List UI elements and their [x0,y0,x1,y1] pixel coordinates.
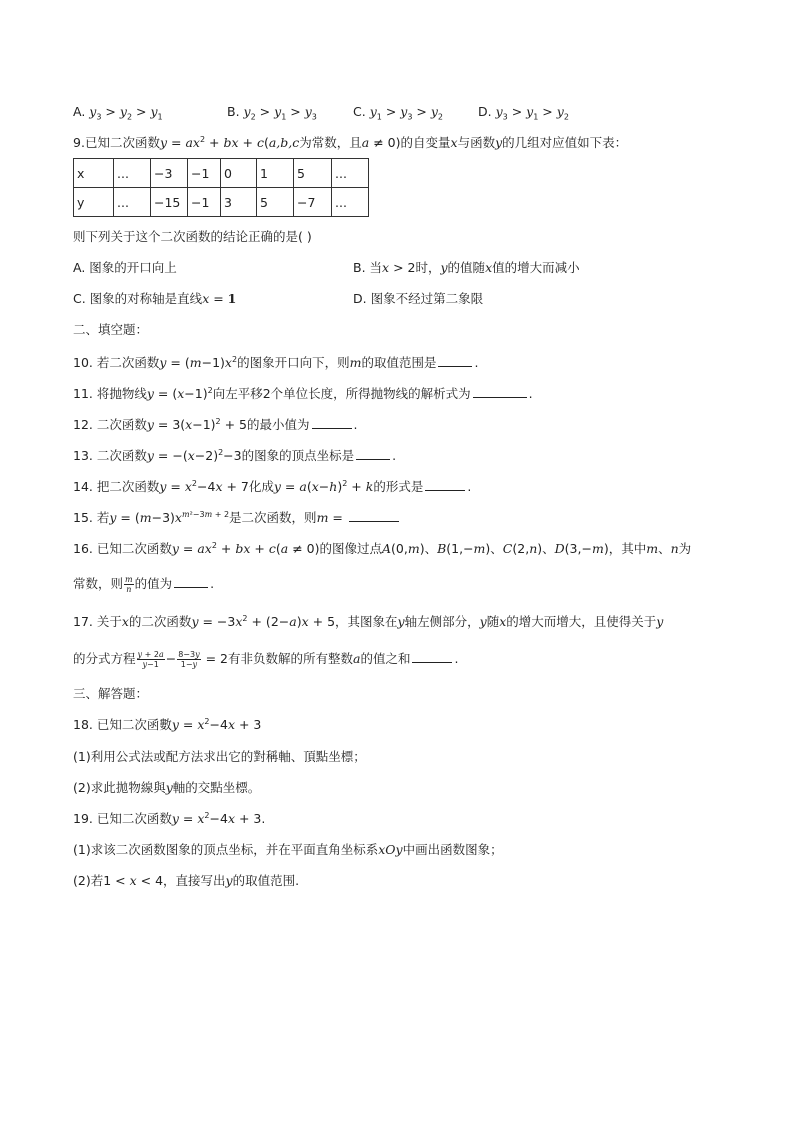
q8-option-b: B. $y_2 > y_1 > y_3$ [227,104,317,122]
table-cell: 1 [257,159,294,188]
table-cell: x [74,159,114,188]
section-heading-fill-in: 二、填空题： [73,322,149,337]
table-cell: ... [114,188,151,217]
values-table [73,158,369,217]
question-17-line-1: 17. 关于x的二次函数$y = -3x^2 + (2-a)x + 5$，其图象在y轴左侧部分，y随x的增大而增大，且使得关于y [73,613,664,629]
question-19-part-1: (1)求该二次函数图象的顶点坐标，并在平面直角坐标系xOy中画出函数图象； [73,842,503,857]
table-cell: ... [332,188,369,217]
section-heading-solve: 三、解答题： [73,686,149,701]
q8-option-d: D. $y_3 > y_1 > y_2$ [478,104,569,122]
question-17-line-2: 的分式方程 $\frac{y + 2a}{y-1}$ − $\frac{8-3y}{1-y}$ = 2有非负数解的所有整数a的值之和 . [73,650,459,669]
table-cell: ... [332,159,369,188]
table-cell: ... [114,159,151,188]
table-cell: −1 [188,188,221,217]
table-cell: 5 [294,159,332,188]
table-cell: −3 [151,159,188,188]
q9-question: 则下列关于这个二次函数的结论正确的是( ) [73,229,312,244]
question-12: 12. 二次函数$y = 3(x-1)^2 + 5$的最小值为 . [73,416,358,432]
question-19-part-2: (2)若1 < x < 4，直接写出y的取值范围. [73,873,300,888]
question-19: 19. 已知二次函数$y = x^2-4x + 3$. [73,810,266,826]
q8-option-c: C. $y_1 > y_3 > y_2$ [353,104,443,122]
question-10: 10. 若二次函数$y = (m-1)x^2$的图象开口向下，则m的取值范围是 . [73,354,479,370]
question-14: 14. 把二次函数$y = x^2-4x + 7$化成$y = a(x-h)^2 + k$的形式是 . [73,478,472,494]
q9-stem: 9.已知二次函数$y = ax^2$ + bx + c(a,b,c为常数，且a ≠ 0)的自变量x与函数y的几组对应值如下表： [73,134,628,150]
q9-option-a: A. 图象的开口向上 [73,260,177,275]
question-18-part-1: (1)利用公式法或配方法求出它的對稱軸、頂點坐標； [73,749,366,764]
table-cell: −7 [294,188,332,217]
question-16-line-1: 16. 已知二次函数$y = ax^2$ + bx + c(a ≠ 0)的图像过点A(0,m)、B(1,−m)、C(2,n)、D(3,−m)，其中m、n为 [73,540,692,556]
question-18-part-2: (2)求此拋物線與y軸的交點坐標。 [73,780,261,795]
question-18: 18. 已知二次函數$y = x^2-4x + 3$ [73,716,262,732]
q9-option-b: B. 当x > 2时，y的值随x值的增大而减小 [353,260,580,275]
table-row [74,188,369,217]
table-cell: −1 [188,159,221,188]
q9-option-c: C. 图象的对称轴是直线x = 1 [73,291,237,306]
question-13: 13. 二次函数$y = -(x-2)^2-3$的图象的顶点坐标是 . [73,447,397,463]
q8-option-a: A. $y_3 > y_2 > y_1$ [73,104,163,122]
table-cell: y [74,188,114,217]
table-cell: 5 [257,188,294,217]
question-15: 15. 若$y = (m-3)x^{m^2-3m + 2}$是二次函数，则m = [73,509,401,527]
table-cell: 3 [221,188,257,217]
question-11: 11. 将抛物线$y = (x-1)^2$向左平移2个单位长度，所得抛物线的解析式为 . [73,385,533,401]
table-row [74,159,369,188]
question-16-line-2: 常数，则 $\frac{m}{n}$ 的值为 . [73,575,215,594]
table-cell: 0 [221,159,257,188]
table-cell: −15 [151,188,188,217]
q9-option-d: D. 图象不经过第二象限 [353,291,484,306]
